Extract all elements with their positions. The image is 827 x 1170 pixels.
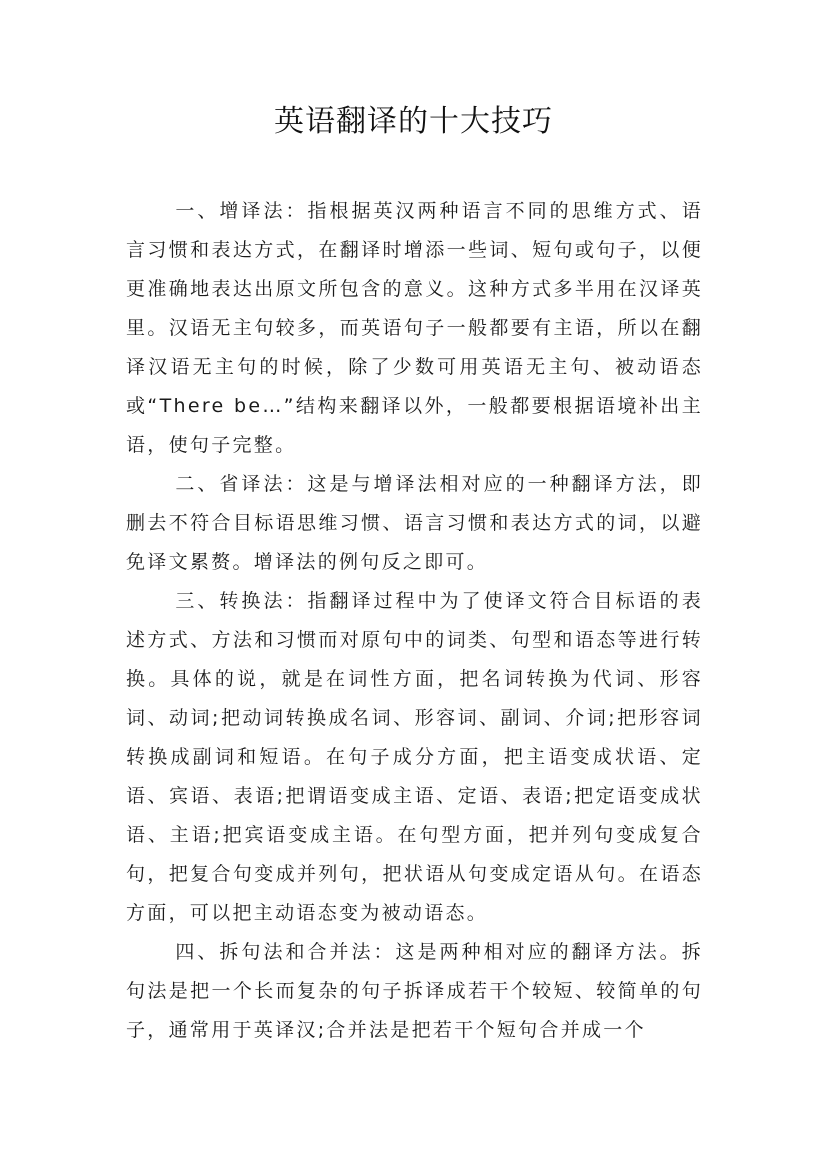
document-body (126, 192, 703, 1050)
paragraph-omission: 二、省译法：这是与增译法相对应的一种翻译方法，即删去不符合目标语思维习惯、语言习惯和表达方式的词，以避免译文累赘。增译法的例句反之即可。 (126, 473, 703, 573)
document-title: 英语翻译的十大技巧 (274, 104, 553, 139)
paragraph-split-combine: 四、拆句法和合并法：这是两种相对应的翻译方法。拆句法是把一个长而复杂的句子拆译成若干个较短、较简单的句子，通常用于英译汉;合并法是把若干个短句合并成一个 (126, 941, 703, 1041)
paragraph-add-translation: 一、增译法：指根据英汉两种语言不同的思维方式、语言习惯和表达方式，在翻译时增添一些词、短句或句子，以便更准确地表达出原文所包含的意义。这种方式多半用在汉译英里。汉语无主句较多，而英语句子一般都要有主语，所以在翻译汉语无主句的时候，除了少数可用英语无主句、被动语态或“There be…”结构来翻译以外，一般都要根据语境补出主语，使句子完整。 (126, 200, 703, 456)
paragraph-conversion: 三、转换法：指翻译过程中为了使译文符合目标语的表述方式、方法和习惯而对原句中的词类、句型和语态等进行转换。具体的说，就是在词性方面，把名词转换为代词、形容词、动词;把动词转换成名词、形容词、副词、介词;把形容词转换成副词和短语。在句子成分方面，把主语变成状语、定语、宾语、表语;把谓语变成主语、定语、表语;把定语变成状语、主语;把宾语变成主语。在句型方面，把并列句变成复合句，把复合句变成并列句，把状语从句变成定语从句。在语态方面，可以把主动语态变为被动语态。 (126, 590, 703, 924)
